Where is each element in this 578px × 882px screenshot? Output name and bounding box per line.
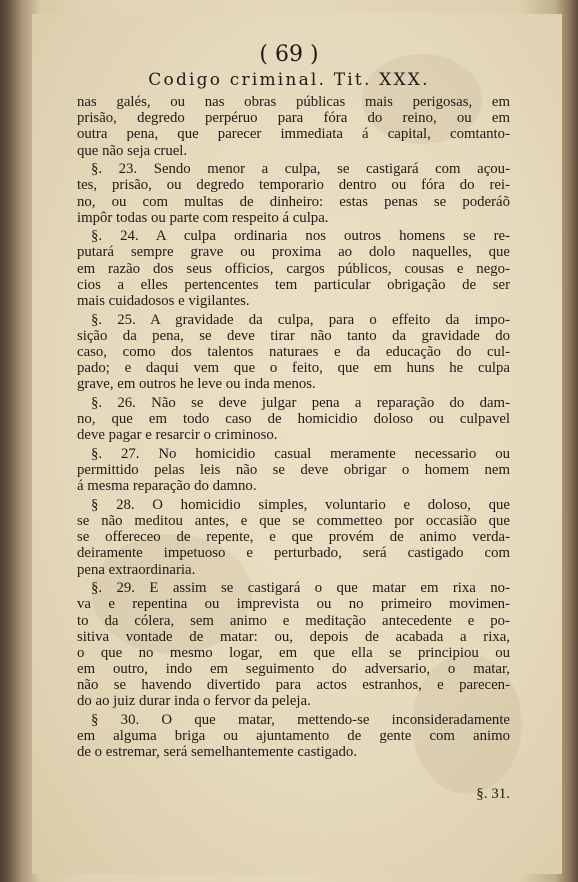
body-text bbox=[77, 94, 510, 763]
text-line: §. 25. A gravidade da culpa, para o effeito da impo- bbox=[91, 311, 510, 328]
text-line: caso, como dos talentos naturaes e da educação do cul- bbox=[77, 343, 510, 360]
text-line: nas galés, ou nas obras públicas mais perigosas, em bbox=[77, 94, 510, 110]
text-line: no, que em todo caso de homicidio doloso ou culpavel bbox=[77, 411, 510, 428]
text-line: deve pagar e resarcir o criminoso. bbox=[77, 427, 278, 444]
text-line: impôr todas ou parte com respeito á culpa. bbox=[77, 209, 329, 226]
text-line: putará sempre grave ou proxima ao dolo naquelles, que bbox=[77, 244, 510, 261]
text-line: de o estremar, será semelhantemente castigado. bbox=[77, 744, 358, 761]
text-line: §. 27. No homicidio casual meramente necessario ou bbox=[91, 445, 510, 462]
text-line: permittido pelas leis não se deve obrigar o homem nem bbox=[77, 462, 510, 479]
text-line: sição da pena, se deve tirar não tanto da gravidade do bbox=[77, 327, 510, 344]
text-line: mais cuidadosos e vigilantes. bbox=[77, 293, 250, 310]
running-head: Codigo criminal. Tit. XXX. bbox=[148, 70, 430, 90]
text-line: grave, em outros he leve ou inda menos. bbox=[77, 376, 316, 393]
text-line: outra pena, que parecer immediata á capital, comtanto- bbox=[77, 126, 510, 143]
text-line: se offereceo de repente, e que provém de animo verda- bbox=[77, 529, 510, 546]
text-line: pena extraordinaria. bbox=[77, 561, 196, 578]
text-line: o que no mesmo logar, em que ella se principiou ou bbox=[77, 644, 510, 661]
text-line: se não meditou antes, e que se commetteo por occasião que bbox=[77, 513, 510, 530]
paragraph bbox=[77, 497, 510, 578]
page-number: ( 69 ) bbox=[259, 42, 319, 67]
paragraph bbox=[77, 712, 510, 761]
paragraph bbox=[77, 228, 510, 309]
text-line: que não seja cruel. bbox=[77, 142, 188, 159]
paragraph bbox=[77, 161, 510, 226]
text-line: não se havendo divertido para actos estranhos, e parecen- bbox=[77, 677, 510, 694]
text-line: á mesma reparação do damno. bbox=[77, 478, 257, 495]
text-line: em outro, indo em seguimento do adversario, o matar, bbox=[77, 661, 510, 678]
text-line: no, ou com multas de dinheiro: estas penas se poderáõ bbox=[77, 193, 510, 210]
text-line: §. 24. A culpa ordinaria nos outros homens se re- bbox=[91, 228, 510, 245]
text-line: deiramente impetuoso e perturbado, será castigado com bbox=[77, 545, 510, 562]
text-line: §. 23. Sendo menor a culpa, se castigará com açou- bbox=[91, 161, 510, 178]
text-line: em alguma briga ou ajuntamento de gente com animo bbox=[77, 728, 510, 745]
text-line: do ao juiz durar inda o fervor da peleja. bbox=[77, 693, 311, 710]
text-line: § 30. O que matar, mettendo-se inconsideradamente bbox=[91, 712, 510, 729]
text-line: to da cólera, sem animo e meditação antecedente e po- bbox=[77, 612, 510, 629]
paragraph bbox=[77, 580, 510, 710]
text-line: sitiva vontade de matar: ou, depois de acabada a rixa, bbox=[77, 628, 510, 645]
text-line: § 28. O homicidio simples, voluntario e doloso, que bbox=[91, 496, 510, 513]
paragraph bbox=[77, 94, 510, 159]
text-line: §. 26. Não se deve julgar pena a reparação do dam- bbox=[91, 394, 510, 411]
text-line: va e repentina ou imprevista ou no primeiro movimen- bbox=[77, 596, 510, 613]
text-line: cios a elles pertencentes tem particular obrigação de ser bbox=[77, 276, 510, 293]
paragraph bbox=[77, 312, 510, 393]
paragraph bbox=[77, 446, 510, 495]
text-line: em razão dos seus officios, cargos públicos, cousas e nego- bbox=[77, 260, 510, 277]
text-line: prisão, degredo perpéruo para fóra do reino, ou em bbox=[77, 110, 510, 127]
catchword: §. 31. bbox=[476, 786, 510, 802]
text-line: §. 29. E assim se castigará o que matar em rixa no- bbox=[91, 580, 510, 597]
paragraph bbox=[77, 395, 510, 444]
text-line: pado; e daqui vem que o feito, que em huns he culpa bbox=[77, 360, 510, 377]
text-line: tes, prisão, ou degredo temporario dentro ou fóra do rei- bbox=[77, 177, 510, 194]
